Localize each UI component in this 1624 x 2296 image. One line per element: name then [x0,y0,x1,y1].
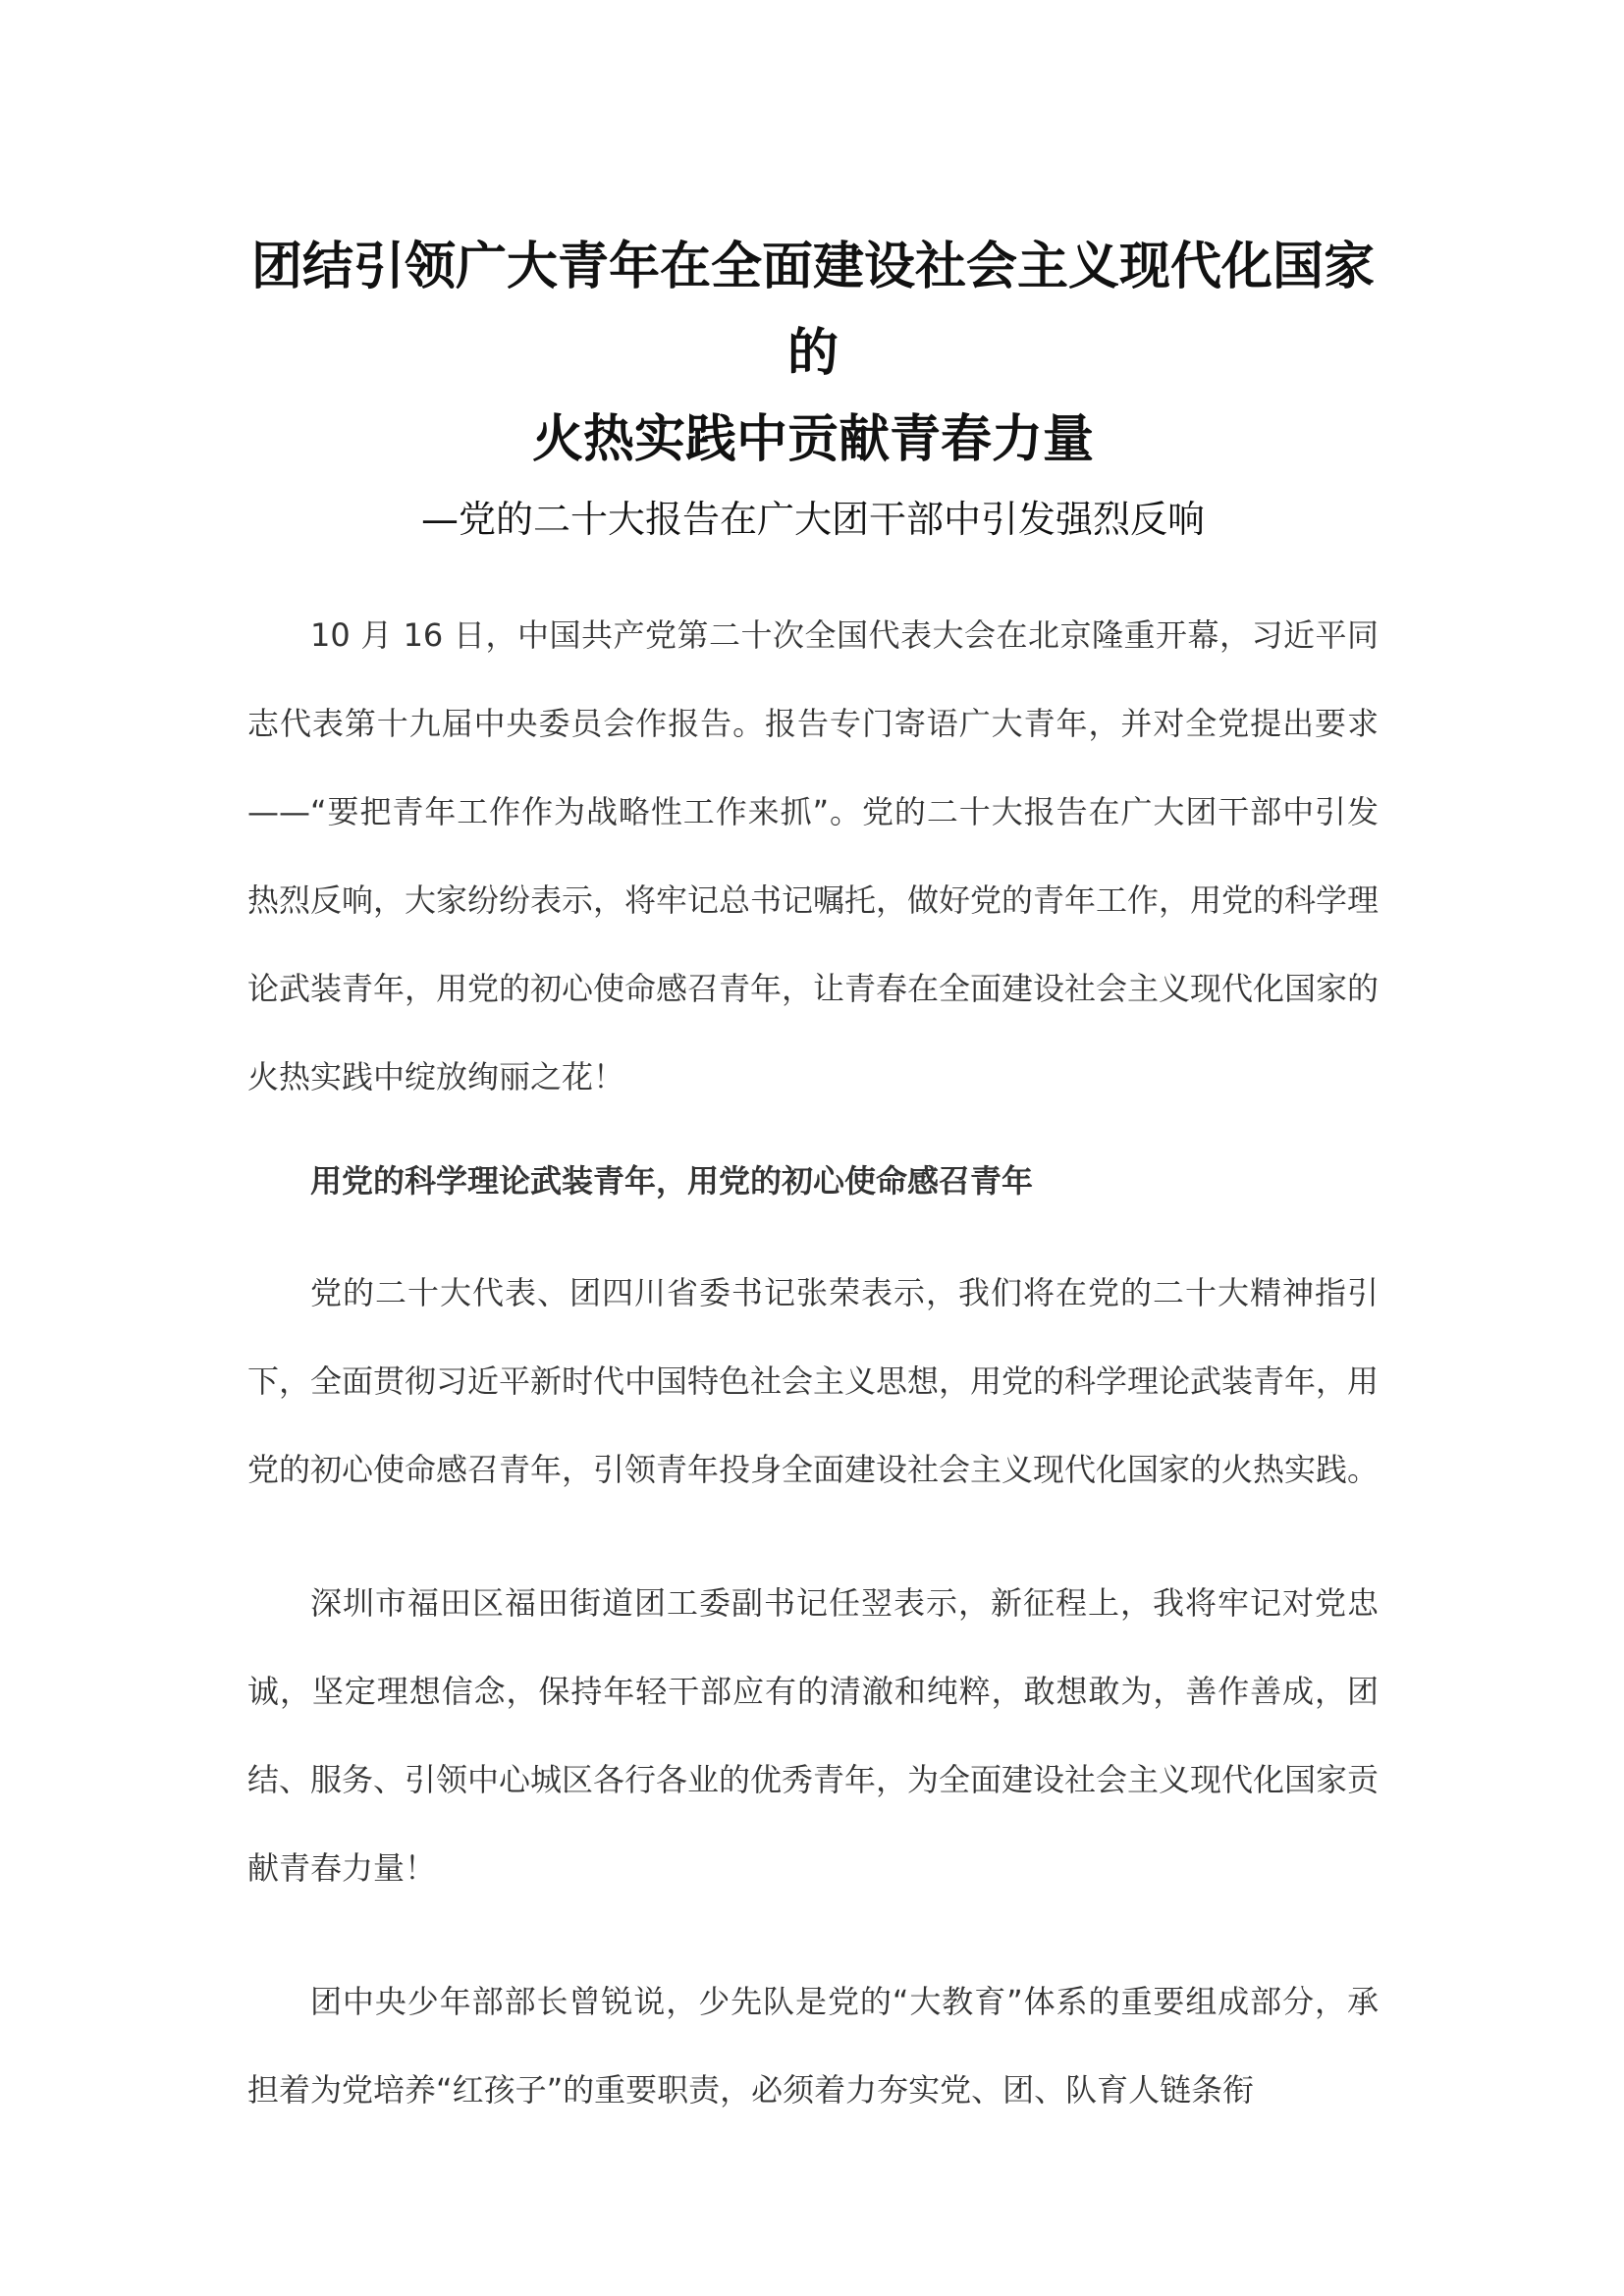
paragraph-intro: 10 月 16 日，中国共产党第二十次全国代表大会在北京隆重开幕，习近平同志代表第十九届中央委员会作报告。报告专门寄语广大青年，并对全党提出要求——“要把青年工作作为战略性工作来抓”。党的二十大报告在广大团干部中引发热烈反响，大家纷纷表示，将牢记总书记嘱托，做好党的青年工作，用党的科学理论武装青年，用党的初心使命感召青年，让青春在全面建设社会主义现代化国家的火热实践中绽放绚丽之花！ [247,616,1380,1095]
paragraph-zeng-rui: 团中央少年部部长曾锐说，少先队是党的“大教育”体系的重要组成部分，承担着为党培养“红孩子”的重要职责，必须着力夯实党、团、队育人链条衔 [247,1983,1379,2109]
title-line-1: 团结引领广大青年在全面建设社会主义现代化国家的 [250,238,1375,383]
paragraph-zhang-rong: 党的二十大代表、团四川省委书记张荣表示，我们将在党的二十大精神指引下，全面贯彻习近平新时代中国特色社会主义思想，用党的科学理论武装青年，用党的初心使命感召青年，引领青年投身全面建设社会主义现代化国家的火热实践。 [247,1274,1380,1488]
title-line-2: 火热实践中贡献青春力量 [531,410,1094,469]
section-heading: 用党的科学理论武装青年，用党的初心使命感召青年 [310,1162,1034,1200]
document-content [247,224,1379,2134]
paragraph-ren-yi: 深圳市福田区福田街道团工委副书记任翌表示，新征程上，我将牢记对党忠诚，坚定理想信念，保持年轻干部应有的清澈和纯粹，敢想敢为，善作善成，团结、服务、引领中心城区各行各业的优秀青年，为全面建设社会主义现代化国家贡献青春力量！ [247,1584,1380,1887]
document-title [247,224,1379,483]
document-subtitle: —党的二十大报告在广大团干部中引发强烈反响 [420,498,1205,541]
